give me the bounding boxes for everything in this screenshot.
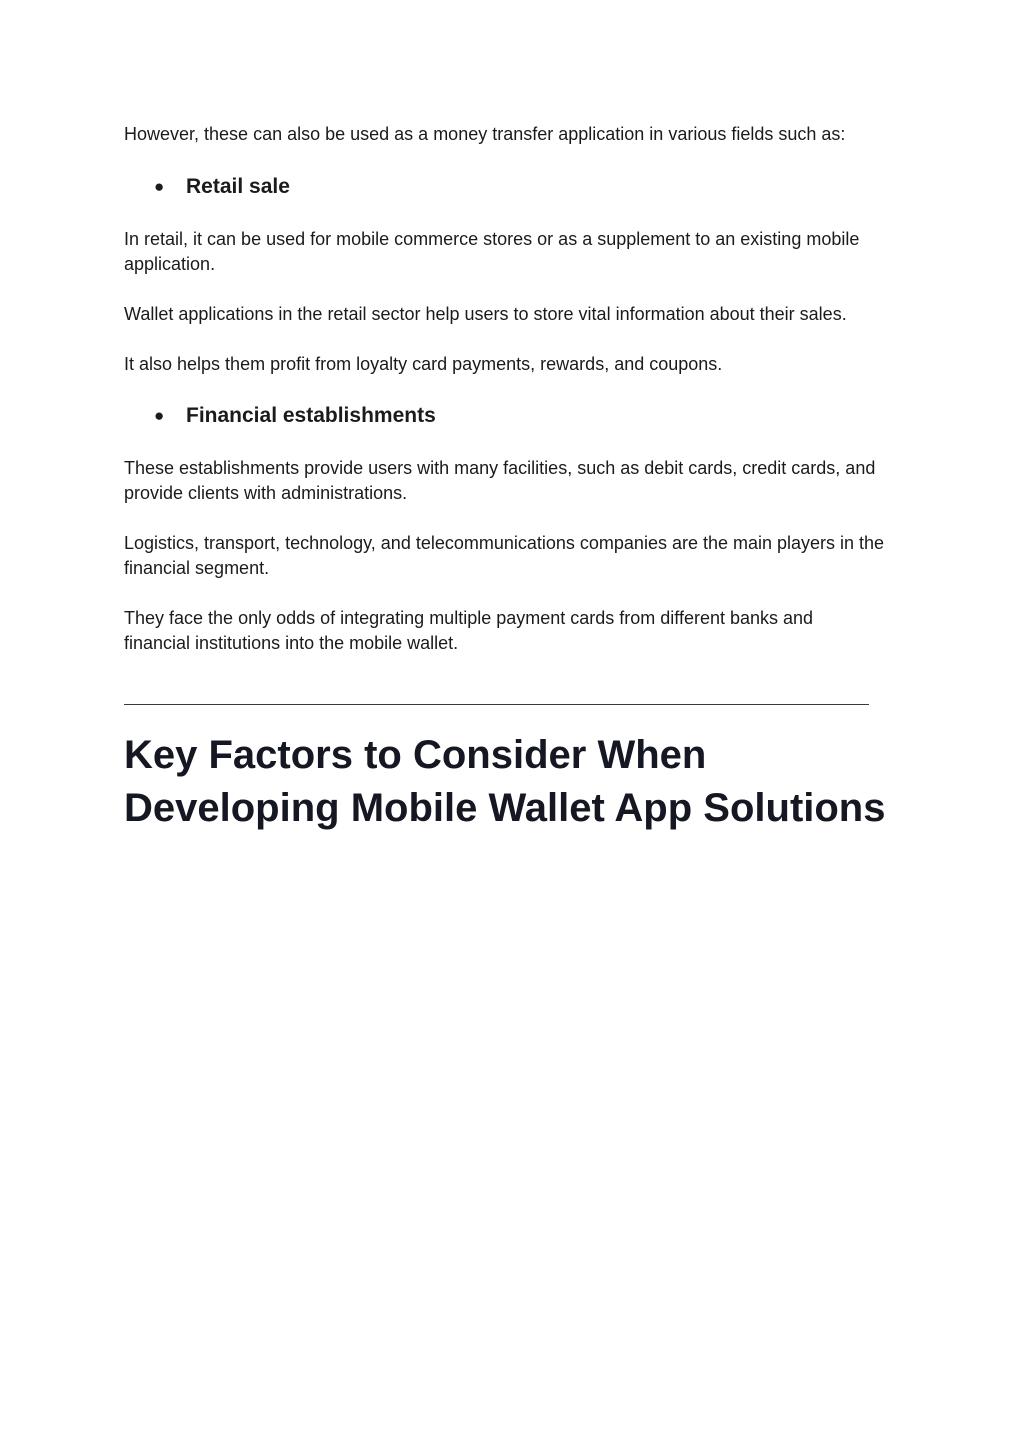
bullet-icon: ● [154,406,165,425]
bullet-icon: ● [154,177,165,196]
retail-paragraph-2: Wallet applications in the retail sector help users to store vital information about their sales. [124,304,847,324]
horizontal-divider [124,704,869,705]
retail-paragraph-3: It also helps them profit from loyalty card payments, rewards, and coupons. [124,354,723,374]
financial-paragraph-3: They face the only odds of integrating multiple payment cards from different banks and financial institutions into the mobile wallet. [124,608,814,653]
financial-paragraph-1: These establishments provide users with many facilities, such as debit cards, credit cards, and provide clients with administrations. [124,458,876,503]
section-title-financial-establishments: Financial establishments [186,404,436,427]
section-heading: Key Factors to Consider When Developing Mobile Wallet App Solutions [124,733,886,830]
section-title-retail-sale: Retail sale [186,175,290,198]
retail-paragraph-1: In retail, it can be used for mobile commerce stores or as a supplement to an existing mobile application. [124,229,860,274]
financial-paragraph-2: Logistics, transport, technology, and telecommunications companies are the main players in the financial segment. [124,533,885,578]
intro-paragraph: However, these can also be used as a money transfer application in various fields such as: [124,124,846,144]
